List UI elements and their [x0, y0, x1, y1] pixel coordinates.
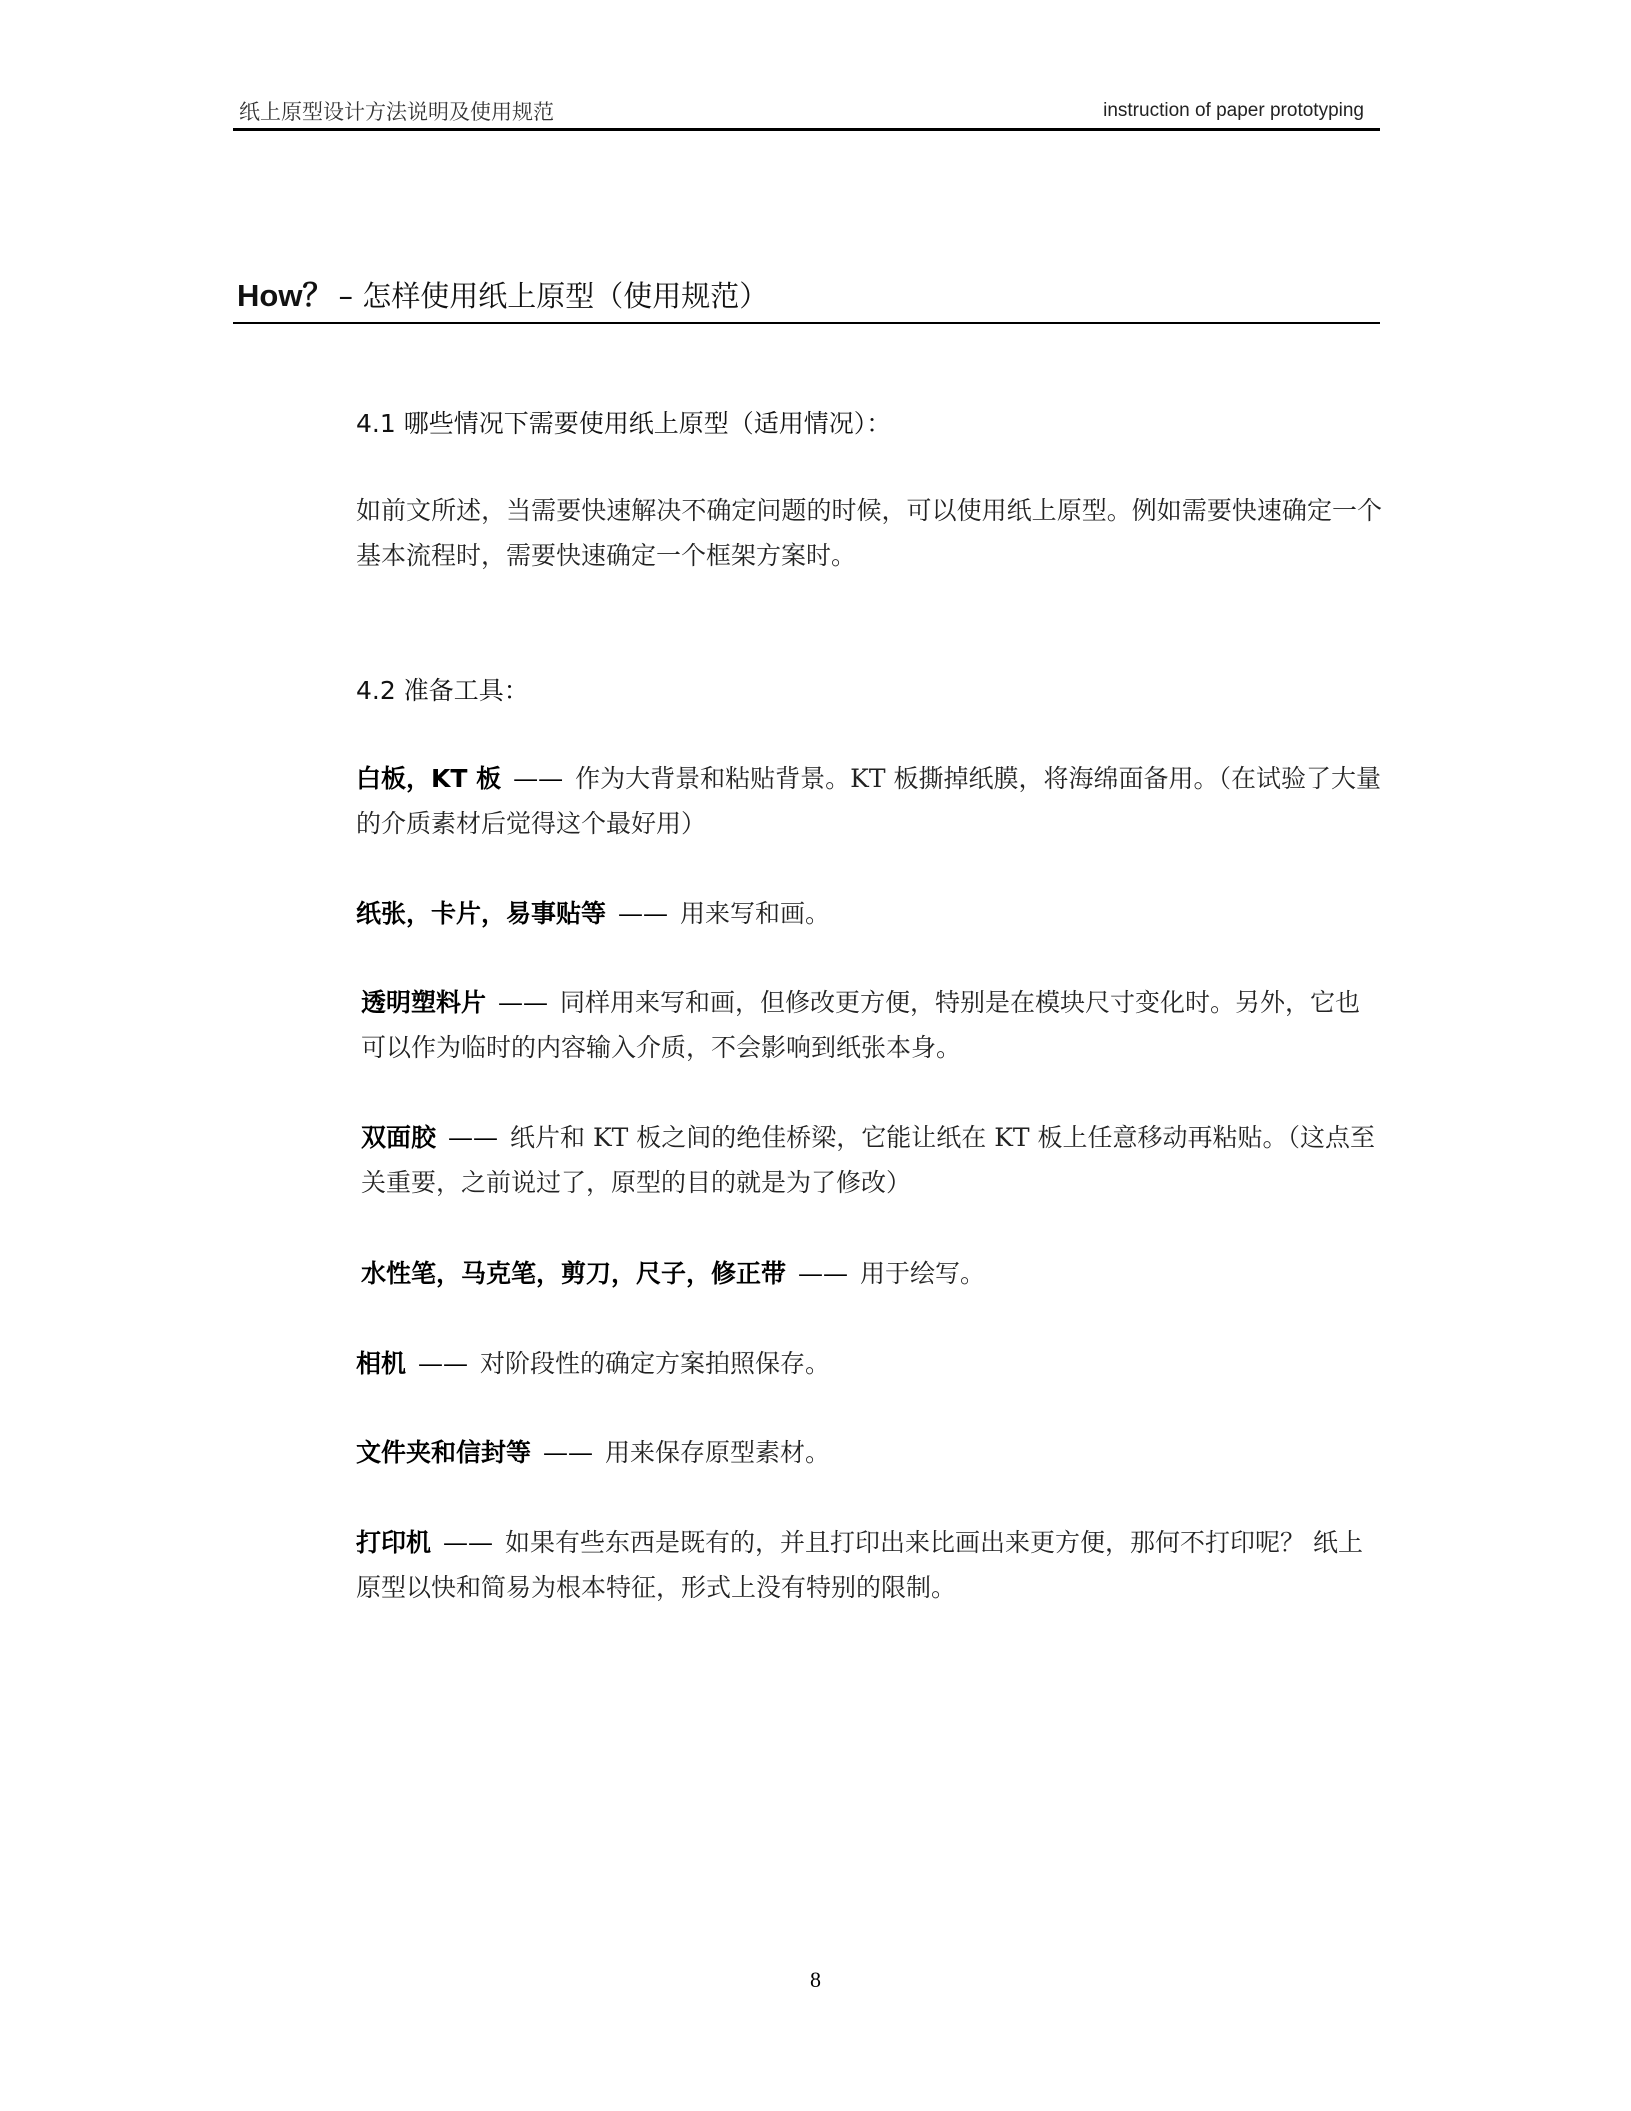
tool-item: [361, 1251, 1387, 1296]
tool-item: [361, 980, 1382, 1070]
tool-name: 透明塑料片: [361, 988, 487, 1017]
tool-name: 双面胶: [361, 1123, 437, 1152]
header-english-title: instruction of paper prototyping: [1103, 100, 1364, 121]
tool-description: 同样用来写和画，但修改更方便，特别是在模块尺寸变化时。另外，它也可以作为临时的内容输入介质，不会影响到纸张本身。: [361, 988, 1361, 1062]
tool-item: [356, 1520, 1382, 1610]
tool-dash: ——: [443, 1528, 494, 1557]
page-header: [233, 96, 1380, 131]
tool-item: [356, 1341, 1382, 1386]
subsection-1-body: 如前文所述，当需要快速解决不确定问题的时候，可以使用纸上原型。例如需要快速确定一个基本流程时，需要快速确定一个框架方案时。: [356, 496, 1382, 570]
tool-description: 用于绘写。: [860, 1259, 986, 1288]
section-title: [233, 268, 1380, 324]
subsection-1-heading: 4.1 哪些情况下需要使用纸上原型（适用情况）：: [356, 409, 892, 438]
tool-dash: ——: [418, 1349, 469, 1378]
tool-description: 对阶段性的确定方案拍照保存。: [480, 1349, 831, 1378]
section-title-en: How？: [237, 278, 334, 313]
tool-item: [356, 891, 1382, 936]
tool-name: 相机: [356, 1349, 407, 1378]
tool-description: 纸片和 KT 板之间的绝佳桥梁，它能让纸在 KT 板上任意移动再粘贴。（这点至关重要，之前说过了，原型的目的就是为了修改）: [361, 1123, 1376, 1197]
tool-dash: ——: [513, 764, 564, 793]
tool-item: [356, 756, 1382, 846]
tool-dash: ——: [543, 1438, 594, 1467]
tool-name: 白板，KT 板: [356, 764, 502, 793]
tool-dash: ——: [448, 1123, 499, 1152]
section-title-cn: – 怎样使用纸上原型（使用规范）: [338, 279, 769, 313]
header-document-title: 纸上原型设计方法说明及使用规范: [239, 100, 554, 124]
tool-dash: ——: [798, 1259, 849, 1288]
tool-description: 如果有些东西是既有的，并且打印出来比画出来更方便，那何不打印呢？ 纸上原型以快和简易为根本特征，形式上没有特别的限制。: [356, 1528, 1363, 1602]
tool-name: 水性笔，马克笔，剪刀，尺子，修正带: [361, 1259, 787, 1288]
tool-description: 用来写和画。: [680, 899, 831, 928]
tool-description: 作为大背景和粘贴背景。KT 板撕掉纸膜，将海绵面备用。（在试验了大量的介质素材后觉得这个最好用）: [356, 764, 1381, 838]
tool-dash: ——: [618, 899, 669, 928]
tool-item: [361, 1115, 1382, 1205]
tool-name: 打印机: [356, 1528, 432, 1557]
tool-dash: ——: [498, 988, 549, 1017]
tool-item: [356, 1430, 1382, 1475]
tool-name: 纸张，卡片，易事贴等: [356, 899, 607, 928]
tool-name: 文件夹和信封等: [356, 1438, 532, 1467]
subsection-2-heading: 4.2 准备工具：: [356, 676, 529, 705]
page-number: 8: [810, 1967, 821, 1992]
tool-description: 用来保存原型素材。: [605, 1438, 831, 1467]
